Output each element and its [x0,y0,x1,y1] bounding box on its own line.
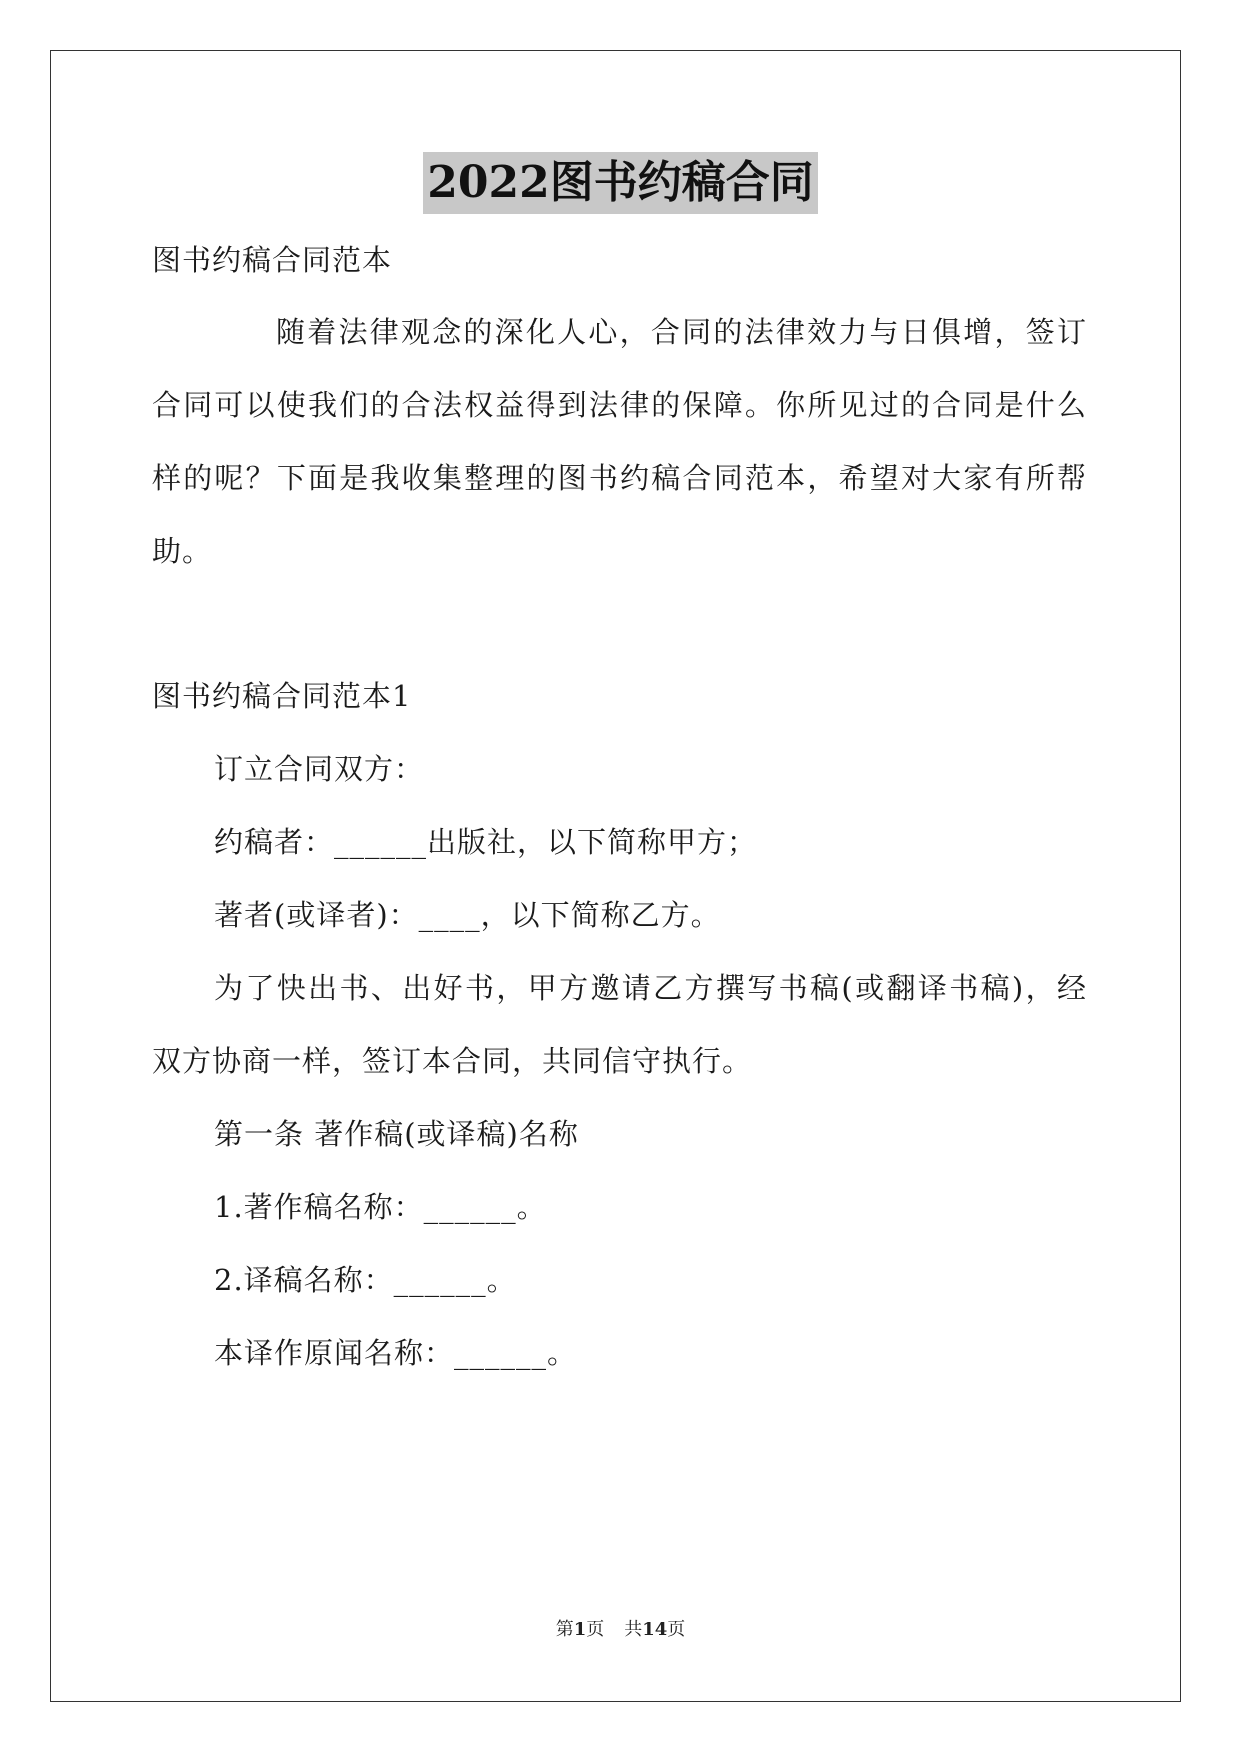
paragraph-line: 助。 [152,534,213,568]
paragraph-line: 订立合同双方： [214,752,425,786]
footer-page-number: 1 [573,1619,587,1640]
footer-total-prefix: 共 [624,1619,643,1640]
section-heading-intro: 图书约稿合同范本 [152,243,393,277]
footer-page-suffix: 页 [586,1619,605,1640]
list-item: 1.著作稿名称：______。 [214,1190,547,1224]
paragraph-line: 合同可以使我们的合法权益得到法律的保障。你所见过的合同是什么 [152,388,1087,422]
footer-page-prefix: 第 [555,1619,574,1640]
title-container [0,152,1241,214]
paragraph-line: 随着法律观念的深化人心，合同的法律效力与日俱增，签订 [276,315,1087,349]
page-border [50,50,1181,1702]
document-title: 2022图书约稿合同 [423,152,817,214]
footer-total-pages: 14 [642,1619,668,1640]
party-a-line: 约稿者：______出版社，以下简称甲方； [214,825,758,859]
page-footer [0,1618,1241,1642]
section-heading-sample-1: 图书约稿合同范本1 [152,679,412,713]
list-item: 2.译稿名称：______。 [214,1263,517,1297]
paragraph-line: 为了快出书、出好书，甲方邀请乙方撰写书稿(或翻译书稿)，经 [214,971,1087,1005]
list-item: 本译作原闻名称：______。 [214,1336,578,1370]
party-b-line: 著者(或译者)：____，以下简称乙方。 [214,898,721,932]
footer-total-suffix: 页 [667,1619,686,1640]
article-heading: 第一条 著作稿(或译稿)名称 [214,1117,579,1151]
paragraph-line: 双方协商一样，签订本合同，共同信守执行。 [152,1044,753,1078]
paragraph-line: 样的呢？下面是我收集整理的图书约稿合同范本，希望对大家有所帮 [152,461,1087,495]
